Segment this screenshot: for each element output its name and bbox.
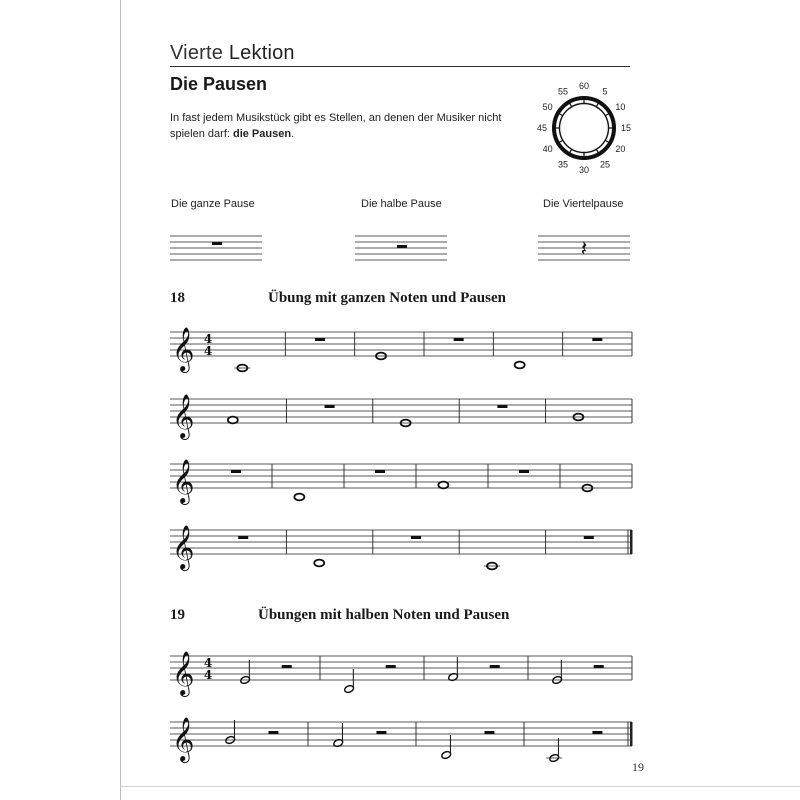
lesson-title-word2: Lektion xyxy=(228,42,295,64)
exercise-18-number: 18 xyxy=(170,290,185,306)
whole-rest xyxy=(411,536,421,539)
dial-label: 5 xyxy=(602,86,608,97)
dial-outer-ring xyxy=(554,98,614,158)
whole-rest-label: Die ganze Pause xyxy=(171,198,255,210)
time-signature-bottom: 4 xyxy=(203,668,213,682)
half-rest-label: Die halbe Pause xyxy=(361,198,442,210)
exercise-18-staff-4 xyxy=(170,518,632,568)
quarter-rest-example xyxy=(538,233,630,263)
section-title: Die Pausen xyxy=(170,74,268,94)
treble-clef-icon: 𝄞 xyxy=(172,459,195,503)
treble-clef-icon: 𝄞 xyxy=(172,394,195,438)
half-rest-example xyxy=(355,233,447,263)
dial-label: 45 xyxy=(536,123,548,133)
exercise-19-title: Übungen mit halben Noten und Pausen xyxy=(258,607,510,623)
seconds-dial-icon xyxy=(528,78,640,178)
time-signature-top: 4 xyxy=(203,656,213,670)
whole-rest xyxy=(497,405,507,408)
intro-paragraph xyxy=(170,110,510,142)
half-note xyxy=(240,660,251,684)
whole-rest xyxy=(592,338,602,341)
intro-bold: die Pausen xyxy=(232,128,292,140)
half-rest xyxy=(490,665,500,668)
half-rest xyxy=(282,665,292,668)
half-rest xyxy=(397,245,407,248)
intro-text: In fast jedem Musikstück gibt es Stellen, an denen der Musiker nicht spielen darf: xyxy=(170,112,502,140)
lesson-title xyxy=(170,42,295,65)
treble-clef-icon: 𝄞 xyxy=(172,327,195,371)
dial-label: 25 xyxy=(599,159,611,170)
exercise-18-staff-2 xyxy=(170,387,632,437)
final-barline-thick xyxy=(630,722,633,746)
final-barline-thick xyxy=(630,530,633,554)
half-note xyxy=(225,720,236,744)
half-note xyxy=(448,657,459,681)
whole-note xyxy=(438,482,448,489)
half-note xyxy=(552,660,563,684)
exercise-19-staff-2 xyxy=(170,710,632,760)
dial-label: 55 xyxy=(557,86,569,97)
quarter-rest: 𝄽 xyxy=(580,237,588,262)
half-rest xyxy=(376,731,386,734)
treble-clef-icon: 𝄞 xyxy=(172,717,195,761)
page-number: 19 xyxy=(632,760,644,774)
whole-rest xyxy=(375,470,385,473)
dial-label: 20 xyxy=(615,144,626,154)
dial-label: 35 xyxy=(557,159,569,170)
whole-rest xyxy=(584,536,594,539)
whole-rest xyxy=(315,338,325,341)
exercise-18-staff-3 xyxy=(170,452,632,502)
intro-end: . xyxy=(291,128,295,140)
half-note xyxy=(344,669,355,693)
exercise-18-staff-1 xyxy=(170,320,632,370)
dial-label: 15 xyxy=(620,123,632,133)
page-edge xyxy=(120,0,121,800)
whole-note xyxy=(314,560,324,567)
whole-rest xyxy=(212,242,222,245)
title-rule xyxy=(170,66,630,67)
dial-label: 30 xyxy=(578,165,590,175)
whole-rest xyxy=(519,470,529,473)
lesson-title-word1: Vierte xyxy=(170,42,224,64)
dial-label: 50 xyxy=(542,102,553,112)
whole-note xyxy=(515,362,525,369)
half-rest xyxy=(594,665,604,668)
half-rest xyxy=(592,731,602,734)
half-rest xyxy=(268,731,278,734)
half-note xyxy=(441,735,452,759)
whole-note xyxy=(228,417,238,424)
dial-label: 60 xyxy=(578,81,590,91)
dial-label: 40 xyxy=(542,144,553,154)
whole-rest xyxy=(454,338,464,341)
half-note xyxy=(549,738,560,762)
page-edge-bottom xyxy=(120,786,800,787)
dial-label: 10 xyxy=(615,102,626,112)
half-note xyxy=(333,723,344,747)
treble-clef-icon: 𝄞 xyxy=(172,651,195,695)
whole-rest xyxy=(231,470,241,473)
time-signature-bottom: 4 xyxy=(203,344,213,358)
whole-rest xyxy=(325,405,335,408)
exercise-19-staff-1 xyxy=(170,644,632,694)
quarter-rest-label: Die Viertelpause xyxy=(543,198,624,210)
half-rest xyxy=(386,665,396,668)
whole-rest-example xyxy=(170,233,262,263)
exercise-18-title: Übung mit ganzen Noten und Pausen xyxy=(268,290,506,306)
time-signature-top: 4 xyxy=(203,332,213,346)
half-rest xyxy=(484,731,494,734)
treble-clef-icon: 𝄞 xyxy=(172,525,195,569)
whole-rest xyxy=(238,536,248,539)
whole-note xyxy=(294,494,304,501)
dial-inner-ring xyxy=(560,104,609,153)
exercise-19-number: 19 xyxy=(170,607,185,623)
